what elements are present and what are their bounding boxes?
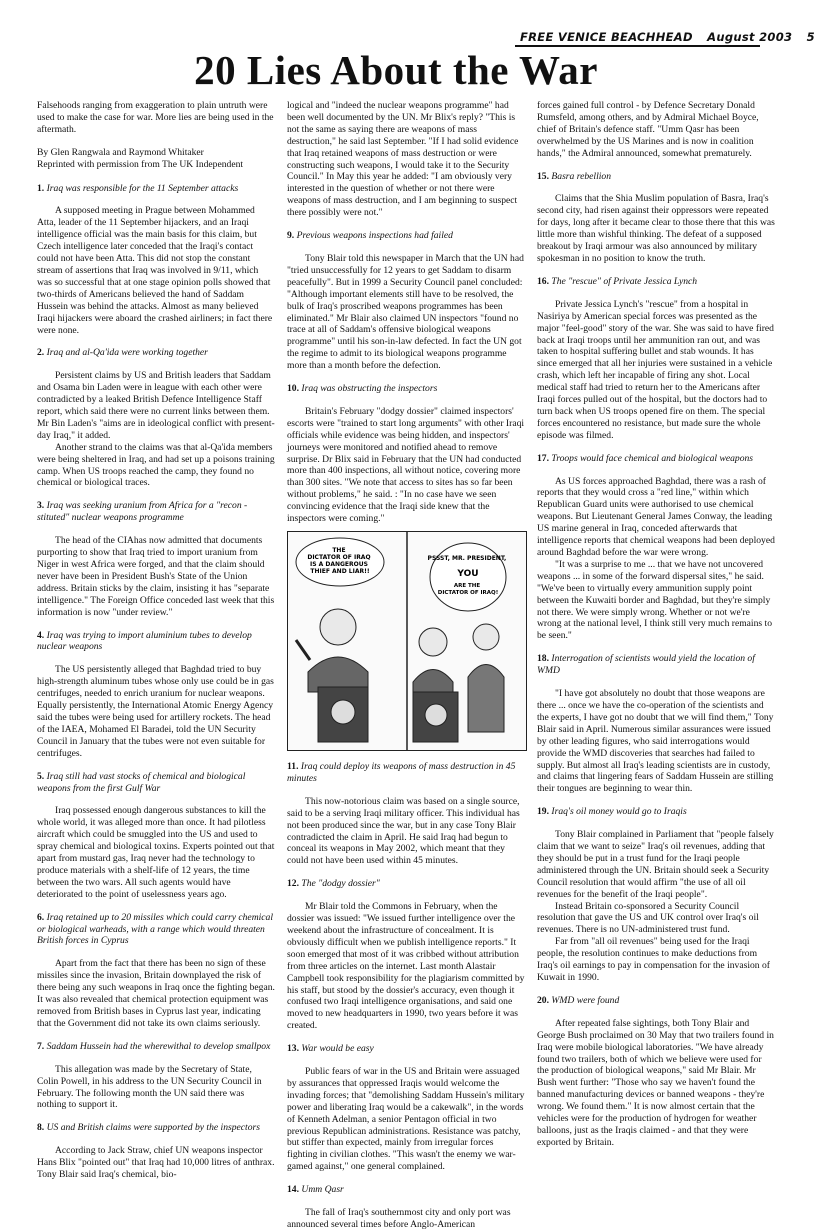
masthead <box>520 30 815 44</box>
cartoon-bubble-2: PSSST, MR. PRESIDENT, YOU <box>427 555 507 579</box>
lie-heading: 19. Iraq's oil money would go to Iraqis <box>537 806 687 818</box>
lie-heading: 11. Iraq could deploy its weapons of mass destruction in 45 minutes <box>287 761 516 784</box>
lie-heading: 5. Iraq still had vast stocks of chemical and biological weapons from the first Gulf War <box>37 770 246 794</box>
lie-heading: 4. Iraq was trying to import aluminium tubes to develop nuclear weapons <box>37 629 252 653</box>
lie-heading: 13. War would be easy <box>287 1043 374 1055</box>
paragraph: Tony Blair told this newspaper in March that the UN had "tried unsuccessfully for 12 years to get Saddam to disarm peacefully". But in 1999 a Security Council panel concluded: "Although important elements still have to be resolved, the bulk of Iraq's proscribed weapons programmes has been eliminated." Mr Blair also claimed UN inspectors "found no trace at all of Saddam's offensive biological weapons programme" until his son-in-law defected. In fact the UN got the regime to admit to its biological weapons programme more than a month before the defection. <box>287 252 524 372</box>
reprint-note: Reprinted with permission from The UK Independent <box>37 158 244 170</box>
column-3 <box>537 100 775 1149</box>
paragraph: Apart from the fact that there has been no sign of these missiles since the invasion, Britain downplayed the risk of there being any such weapons in Iraq once the fighting began. It was also revealed that chemical protection equipment was removed from British bases in Cyprus last year, indicating that the Government did not take its own claims seriously. <box>37 958 275 1029</box>
paragraph: This allegation was made by the Secretary of State, Colin Powell, in his address to the UN Security Council in February. The following month the UN said there was nothing to support it. <box>37 1063 262 1111</box>
cartoon-bubble-2-end: ARE THE DICTATOR OF IRAQ! <box>437 583 499 596</box>
lie-heading: 20. WMD were found <box>537 994 620 1006</box>
paragraph: Far from "all oil revenues" being used for the Iraqi people, the resolution continues to make deductions from Iraq's oil earnings to pay in compensation for the invasion of Kuwait in 1990. <box>537 936 770 983</box>
paragraph: Private Jessica Lynch's "rescue" from a hospital in Nasiriya by American special forces was presented as the major "feel-good" story of the war. She was said to have fired back at Iraqi troops until her ammunition ran out, and was taken to hospital suffering bullet and stab wounds. It has since emerged that all her injuries were sustained in a vehicle crash, which left her incapable of firing any shot. Local medical staff had tried to return her to the Americans after Iraqi forces pulled out of the hospital, but the doctors had to turn back when US troops opened fire on them. The special forces encountered no resistance, but made sure the whole episode was filmed. <box>537 298 774 441</box>
lie-heading: 17. Troops would face chemical and biological weapons <box>537 452 754 464</box>
paragraph: According to Jack Straw, chief UN weapons inspector Hans Blix "pointed out" that Iraq had 10,000 litres of anthrax. Tony Blair said Iraq's chemical, bio- <box>37 1145 275 1181</box>
lie-heading: 12. The "dodgy dossier" <box>287 878 380 890</box>
paragraph: forces gained full control - by Defence Secretary Donald Rumsfeld, among others, and by Admiral Michael Boyce, chief of Britain's defence staff. "Umm Qasr has been overwhelmed by the US Marines and is now in coalition hands," the Admiral announced, somewhat prematurely. <box>537 100 759 159</box>
column-1 <box>37 100 275 1181</box>
lie-heading: 8. US and British claims were supported by the inspectors <box>37 1122 260 1134</box>
lie-heading: 9. Previous weapons inspections had failed <box>287 230 453 242</box>
paragraph: Another strand to the claims was that al-Qa'ida members were being sheltered in Iraq, and had set up a poisons training camp. When US troops reached the camp, they found no chemical or biological traces. <box>37 441 275 489</box>
paragraph: Tony Blair complained in Parliament that "people falsely claim that we want to seize" Iraq's oil revenues, adding that they should be put in a trust fund for the Iraqi people administered through the UN. Britain should seek a Security Council resolution that would affirm "the use of all oil revenues for the benefit of the Iraqi people". <box>537 829 774 900</box>
lie-heading: 18. Interrogation of scientists would yield the location of WMD <box>537 653 755 677</box>
paragraph: Britain's February "dodgy dossier" claimed inspectors' escorts were "trained to start long arguments" with other Iraqi officials while evidence was being hidden, and inspectors' journeys were monitored and notified ahead to remove surprise. Dr Blix said in February that the UN had conducted more than 400 inspections, all without notice, covering more than 300 sites. "We note that access to sites has so far been without problems," he said. : "In no case have we seen convincing evidence that the Iraqi side knew that the inspectors were coming." <box>287 405 525 525</box>
political-cartoon <box>287 531 527 751</box>
issue-date: August 2003 <box>707 30 793 44</box>
paragraph: Instead Britain co-sponsored a Security Council resolution that gave the US and UK control over Iraq's oil revenues. There is no UN-administered trust fund. <box>537 900 759 936</box>
page-number: 5 <box>806 30 815 44</box>
lie-heading: 1. Iraq was responsible for the 11 September attacks <box>37 182 239 194</box>
byline: By Glen Rangwala and Raymond Whitaker <box>37 146 204 158</box>
paragraph: As US forces approached Baghdad, there was a rash of reports that they would cross a "red line," within which Republican Guard units were authorised to use chemical weapons. But Lieutenant General James Conway, the leading US marine general in Iraq, conceded afterwards that intelligence reports that chemical weapons had been deployed around Baghdad before the war were wrong. <box>537 475 775 558</box>
column-2 <box>287 100 525 1231</box>
paragraph: Persistent claims by US and British leaders that Saddam and Osama bin Laden were in league with each other were contradicted by a leaked British Defence Intelligence Staff report, which said there were no current links between them. Mr Bin Laden's "aims are in ideological conflict with present-day Iraq," it added. <box>37 370 275 441</box>
cartoon-illustration <box>288 532 526 750</box>
paragraph: The fall of Iraq's southernmost city and only port was announced several times before Anglo-American <box>287 1207 511 1230</box>
paragraph: After repeated false sightings, both Tony Blair and George Bush proclaimed on 30 May that two trailers found in Iraq were mobile biological laboratories. "We have already found two trailers, both of which we believe were used for the production of biological weapons," said Mr Blair. Mr Bush went further: "Those who say we haven't found the banned manufacturing devices or banned weapons - they're wrong. We found them." It is now almost certain that the vehicles were for the production of hydrogen for weather balloons, just as the Iraqis claimed - and that they were exported by Britain. <box>537 1017 774 1148</box>
lie-heading: 14. Umm Qasr <box>287 1184 344 1196</box>
article-title: 20 Lies About the War <box>194 47 598 93</box>
publication-name: FREE VENICE BEACHHEAD <box>520 30 693 44</box>
paragraph: "I have got absolutely no doubt that those weapons are there ... once we have the co-operation of the scientists and the experts, I have got no doubt that we will find them," Tony Blair said in April. Numerous similar assurances were issued by other leading figures, who said interrogations would provide the WMD discoveries that searches had failed to supply. But almost all Iraq's leading scientists are in custody, and claims that lingering fears of Saddam Hussein are stilling their tongues are beginning to wear thin. <box>537 688 774 795</box>
paragraph: Mr Blair told the Commons in February, when the dossier was issued: "We issued further intelligence over the weekend about the infrastructure of concealment. It is obviously difficult when we publish intelligence reports." It soon emerged that most of it was cribbed without attribution from three articles on the internet. Last month Alastair Campbell took responsibility for the plagiarism committed by his staff, but stood by the dossier's accuracy, even though it confused two Iraqi intelligence organisations, and said one moved to new headquarters in 1990, two years before it was created. <box>287 901 525 1032</box>
paragraph: "It was a surprise to me ... that we have not uncovered weapons ... in some of the forward dispersal sites," he said. "We've been to virtually every ammunition supply point between the Kuwaiti border and Baghdad, but they're simply not there. We were simply wrong. Whether or not we're wrong at the national level, I think still very much remains to be seen." <box>537 558 772 642</box>
cartoon-bubble-1: THE DICTATOR OF IRAQ IS A DANGEROUS THIEF AND LIAR!! <box>307 547 371 575</box>
lie-heading: 10. Iraq was obstructing the inspectors <box>287 383 438 395</box>
paragraph: The head of the CIAhas now admitted that documents purporting to show that Iraq tried to import uranium from Niger in west Africa were forged, and that the claim should never have been in President Bush's State of the Union address. Britain sticks by the claim, insisting it has "separate intelligence." The Foreign Office conceded last week that this information is now "under review." <box>37 535 275 618</box>
paragraph: A supposed meeting in Prague between Mohammed Atta, leader of the 11 September hijackers, and an Iraqi intelligence official was the main basis for this claim, but Czech intelligence later conceded that the Iraqi's contact could not have been Atta. This did not stop the constant stream of assertions that Iraq was involved in 9/11, which was so successful that at one stage opinion polls showed that two-thirds of Americans believed the hand of Saddam Hussein was behind the attacks. Almost as many believed Iraqi hijackers were aboard the crashed airliners; in fact there were none. <box>37 205 273 336</box>
paragraph: logical and "indeed the nuclear weapons programme" had been well documented by the UN. Mr Blix's reply? "This is not the same as saying there are weapons of mass destruction," he said last September. "If I had solid evidence that Iraq retained weapons of mass destruction or were constructing such weapons, I would take it to the Security Council." In May this year he added: "I am obviously very interested in the question of whether or not there were weapons of mass destruction, and I am beginning to suspect there possibly were not." <box>287 100 519 219</box>
paragraph: Iraq possessed enough dangerous substances to kill the whole world, it was alleged more than once. It had pilotless aircraft which could be smuggled into the US and used to spray chemical and biological toxins. Experts pointed out that apart from mustard gas, Iraq never had the technology to produce materials with a shelf-life of 12 years, the time between the two wars. All such agents would have deteriorated to the point of uselessness years ago. <box>37 805 275 900</box>
lie-heading: 7. Saddam Hussein had the wherewithal to develop smallpox <box>37 1040 271 1052</box>
paragraph: This now-notorious claim was based on a single source, said to be a serving Iraqi military officer. This individual has not been produced since the war, but in any case Tony Blair contradicted the claim in April. He said Iraq had begun to conceal its weapons in May 2002, which meant that they could not have been used within 45 minutes. <box>287 795 520 867</box>
paragraph: Public fears of war in the US and Britain were assuaged by assurances that oppressed Iraqis would welcome the invading forces; that "demolishing Saddam Hussein's military power and liberating Iraq would be a cakewalk", in the words of Kenneth Adelman, a senior Pentagon official in two previous Republican administrations. Resistance was patchy, but stiffer than expected, mainly from irregular forces fighting in civilian clothes. "This wasn't the enemy we war-gamed against," one general complained. <box>287 1066 525 1173</box>
lie-heading: 15. Basra rebellion <box>537 170 612 182</box>
lie-heading: 6. Iraq retained up to 20 missiles which could carry chemical or biological warheads, with a range which would threaten British forces in Cyprus <box>37 911 274 947</box>
lie-heading: 2. Iraq and al-Qa'ida were working together <box>37 347 208 359</box>
paragraph: Claims that the Shia Muslim population of Basra, Iraq's second city, had risen against their oppressors were repeated for days, long after it became clear to those there that this was little more than wishful thinking. The defeat of a supposed breakout by Iraqi armour was also announced by military spokesman in no position to know the truth. <box>537 193 775 264</box>
paragraph: The US persistently alleged that Baghdad tried to buy high-strength aluminum tubes whose only use could be in gas centrifuges, needed to enrich uranium for nuclear weapons. Equally persistently, the International Atomic Energy Agency said the tubes were being used for artillery rockets. The head of the IAEA, Mohamed El Baradei, told the UN Security Council in January that the tubes were not even suitable for centrifuges. <box>37 664 274 759</box>
lie-heading: 16. The "rescue" of Private Jessica Lynch <box>537 275 698 287</box>
intro: Falsehoods ranging from exaggeration to plain untruth were used to make the case for war. More lies are being used in the aftermath. <box>37 100 274 135</box>
byline-block <box>37 147 275 171</box>
lie-heading: 3. Iraq was seeking uranium from Africa for a "recon - stituted" nuclear weapons programme <box>37 500 248 524</box>
